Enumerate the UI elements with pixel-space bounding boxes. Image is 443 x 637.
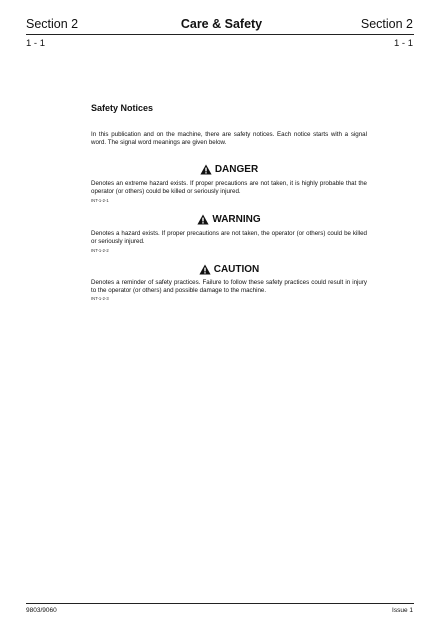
caution-description: Denotes a reminder of safety practices. Failure to follow these safety practices could result in injury to the operator (or others) and possible damage to the machine.	[91, 279, 367, 295]
warning-reference-code: INT-1-2-2	[91, 248, 109, 253]
footer-issue: Issue 1	[392, 607, 413, 614]
danger-reference-code: INT-1-2-1	[91, 198, 109, 203]
header-section-left: Section 2	[26, 17, 79, 31]
header-rule-right	[304, 34, 414, 35]
header-section-right: Section 2	[360, 17, 413, 31]
header-rule-left	[26, 34, 140, 35]
warning-triangle-icon	[197, 214, 209, 225]
footer-doc-number: 9803/9060	[26, 607, 57, 614]
header-title: Care & Safety	[180, 17, 263, 31]
danger-signal-word: DANGER	[214, 164, 259, 175]
warning-description: Denotes a hazard exists. If proper precautions are not taken, the operator (or others) could be killed or seriously injured.	[91, 230, 367, 246]
page-number-right: 1 - 1	[393, 38, 413, 49]
caution-signal-word: CAUTION	[213, 264, 260, 275]
page-title: Safety Notices	[91, 103, 154, 113]
page-number-left: 1 - 1	[26, 38, 46, 49]
intro-paragraph: In this publication and on the machine, there are safety notices. Each notice starts with a signal word. The signal word meanings are given below.	[91, 131, 367, 147]
warning-triangle-icon	[200, 164, 212, 175]
danger-description: Denotes an extreme hazard exists. If proper precautions are not taken, it is highly probable that the operator (or others) could be killed or seriously injured.	[91, 180, 367, 196]
warning-triangle-icon	[199, 264, 211, 275]
warning-signal-word: WARNING	[212, 214, 261, 225]
header-rule-center	[140, 34, 304, 35]
caution-reference-code: INT-1-2-3	[91, 296, 109, 301]
warning-signal-heading	[91, 214, 367, 225]
footer-rule	[26, 603, 414, 604]
caution-signal-heading	[91, 264, 367, 275]
danger-signal-heading	[91, 164, 367, 175]
